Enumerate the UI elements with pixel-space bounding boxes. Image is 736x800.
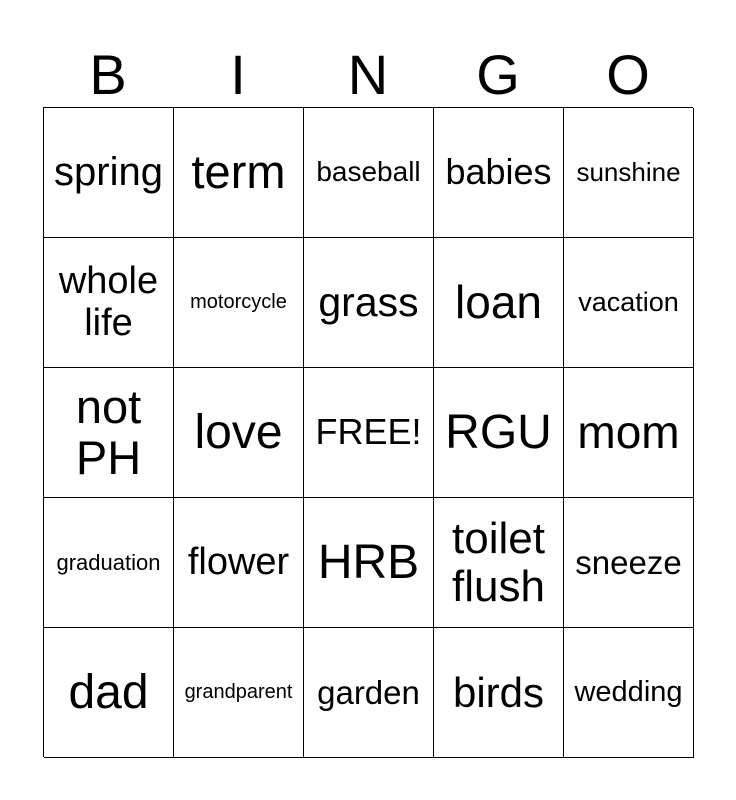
bingo-cell[interactable]: toilet flush: [434, 498, 564, 628]
bingo-cell[interactable]: whole life: [44, 238, 174, 368]
bingo-cell[interactable]: HRB: [304, 498, 434, 628]
bingo-cell[interactable]: dad: [44, 628, 174, 758]
header-letter-b: B: [89, 43, 127, 106]
bingo-header: [43, 44, 693, 106]
bingo-cell[interactable]: birds: [434, 628, 564, 758]
bingo-cell[interactable]: love: [174, 368, 304, 498]
bingo-cell[interactable]: sunshine: [564, 108, 694, 238]
bingo-cell[interactable]: flower: [174, 498, 304, 628]
header-letter-o: O: [606, 43, 650, 106]
bingo-cell[interactable]: graduation: [44, 498, 174, 628]
bingo-cell[interactable]: sneeze: [564, 498, 694, 628]
bingo-cell[interactable]: loan: [434, 238, 564, 368]
bingo-cell[interactable]: motorcycle: [174, 238, 304, 368]
bingo-free-cell[interactable]: FREE!: [304, 368, 434, 498]
bingo-cell[interactable]: vacation: [564, 238, 694, 368]
bingo-cell[interactable]: RGU: [434, 368, 564, 498]
bingo-cell[interactable]: garden: [304, 628, 434, 758]
bingo-cell[interactable]: not PH: [44, 368, 174, 498]
bingo-cell[interactable]: spring: [44, 108, 174, 238]
bingo-cell[interactable]: wedding: [564, 628, 694, 758]
bingo-cell[interactable]: grass: [304, 238, 434, 368]
header-letter-i: I: [230, 43, 246, 106]
bingo-board: [43, 107, 693, 757]
header-letter-n: N: [347, 43, 389, 106]
header-letter-g: G: [476, 43, 520, 106]
bingo-cell[interactable]: babies: [434, 108, 564, 238]
bingo-cell[interactable]: baseball: [304, 108, 434, 238]
bingo-cell[interactable]: term: [174, 108, 304, 238]
bingo-cell[interactable]: mom: [564, 368, 694, 498]
bingo-cell[interactable]: grandparent: [174, 628, 304, 758]
